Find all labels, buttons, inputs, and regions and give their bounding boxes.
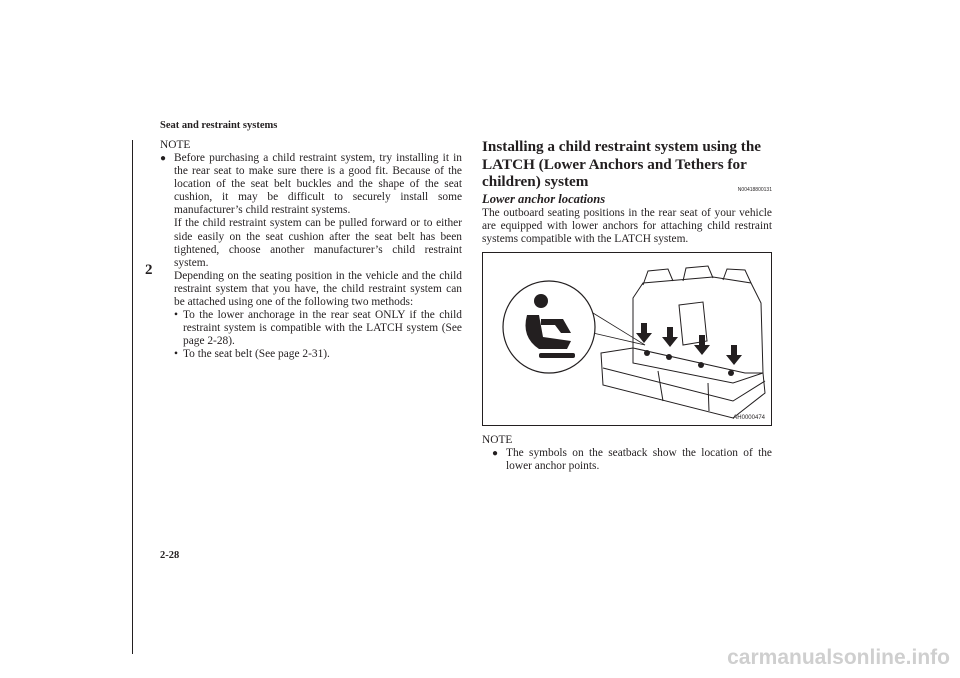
bullet-icon: ● xyxy=(160,153,167,164)
note-paragraph: If the child restraint system can be pulled forward or to either side easily on the seat cushion after the seat belt has been tightened, choose another manufacturer’s child restraint system. xyxy=(174,217,462,269)
note-label: NOTE xyxy=(160,139,191,151)
bullet-icon: ● xyxy=(492,448,499,460)
section-body: The outboard seating positions in the rear seat of your vehicle are equipped with lower anchors for attaching child restraint systems compatible with the LATCH system. xyxy=(482,206,772,245)
section-title: Installing a child restraint system using the LATCH (Lower Anchors and Tethers for children) system xyxy=(482,138,762,191)
note-item xyxy=(160,152,462,362)
watermark: carmanualsonline.info xyxy=(727,646,950,669)
page-number: 2-28 xyxy=(160,550,180,561)
subsection-title: Lower anchor locations xyxy=(482,191,606,206)
note-paragraph: Before purchasing a child restraint system, try installing it in the rear seat to make sure there is a good fit. Because of the location of the seat belt buckles and the shape of the seat cushion, it may be difficult to securely install some manufacturer’s child restraint systems. xyxy=(174,152,462,217)
method-text: To the seat belt (See page 2-31). xyxy=(183,348,330,361)
method-item xyxy=(174,348,462,361)
note-label: NOTE xyxy=(482,434,513,447)
note-item xyxy=(492,447,772,473)
note-body xyxy=(174,152,462,362)
rear-seat-drawing xyxy=(483,253,771,425)
left-column xyxy=(160,139,462,362)
running-header: Seat and restraint systems xyxy=(160,120,278,131)
sub-bullet-icon: • xyxy=(174,348,178,361)
rear-seat-illustration xyxy=(482,252,772,426)
section-code: N00418800131 xyxy=(737,186,772,193)
right-column xyxy=(482,138,772,473)
method-item xyxy=(174,309,462,348)
figure-code: AH0000474 xyxy=(733,415,765,422)
note-text: The symbols on the seatback show the location of the lower anchor points. xyxy=(506,447,772,473)
method-text: To the lower anchorage in the rear seat ONLY if the child restraint system is compatible with the LATCH system (See page 2-28). xyxy=(183,309,462,348)
note-paragraph: Depending on the seating position in the vehicle and the child restraint system that you have, the child restraint system can be attached using one of the following two methods: xyxy=(174,269,462,309)
chapter-divider xyxy=(132,140,133,654)
sub-bullet-icon: • xyxy=(174,309,178,322)
chapter-number: 2 xyxy=(145,262,153,278)
